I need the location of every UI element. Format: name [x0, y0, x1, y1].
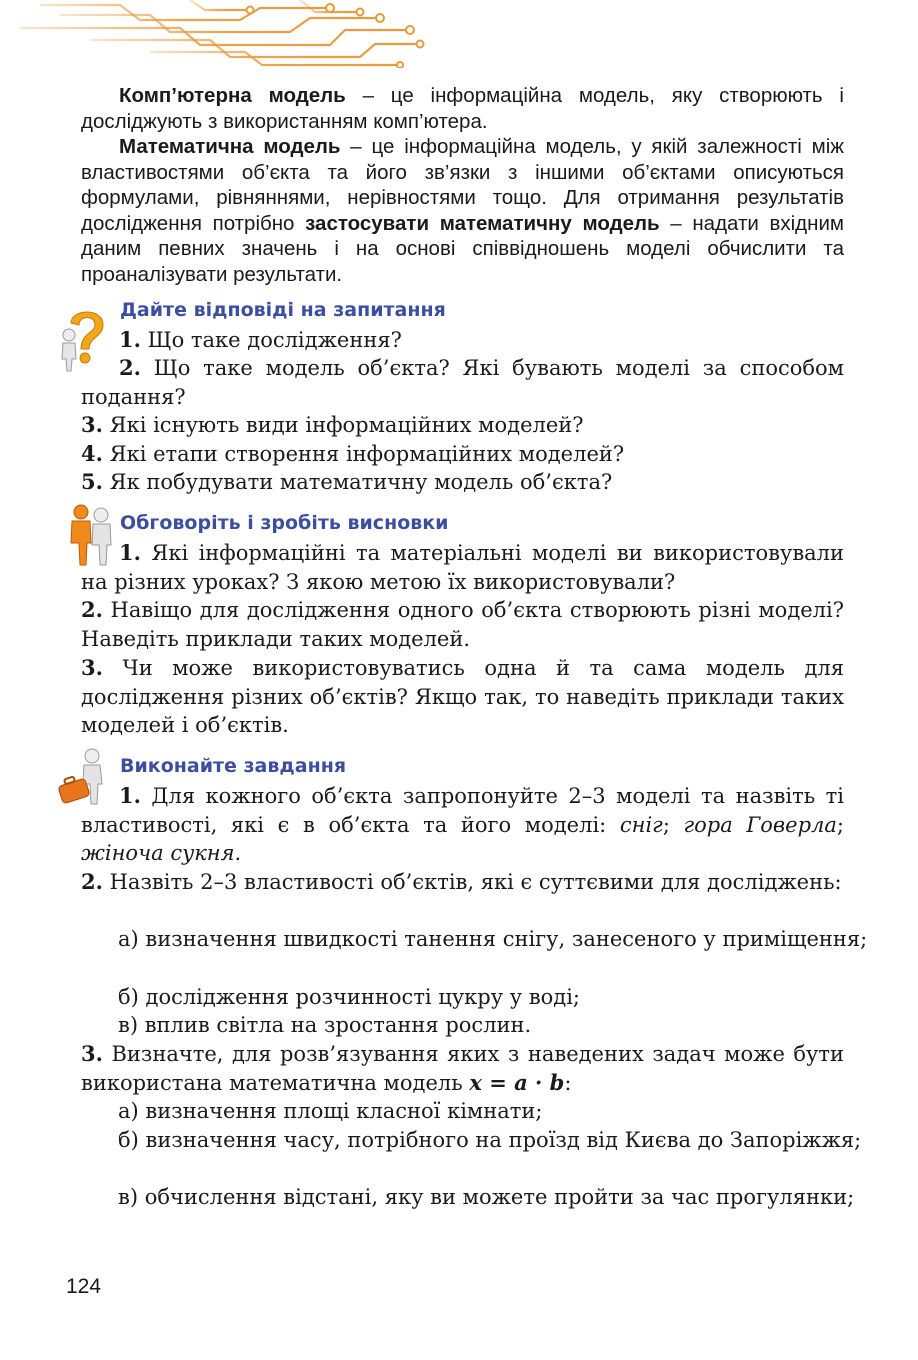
section-title-questions: Дайте відповіді на запитання	[120, 299, 446, 321]
circuit-decoration	[0, 0, 425, 68]
term-computer-model: Комп’ютерна модель	[119, 84, 346, 107]
formula: x = a · b	[469, 1069, 565, 1095]
discussion-item: 3. Чи може використовуватись одна й та сама модель для дослідження різних об’єктів? Якщо так, то наведіть приклади таких моделей і об’єктів.	[81, 655, 844, 738]
definition-text: – це інформаційна модель, у якій залежності між властивостями об’єкта та його зв’язки з іншими об’єктами описуються формулами, рівняннями, нерівностями тощо. Для отримання результатів дослідження потрібно	[81, 135, 845, 235]
page-number: 124	[66, 1275, 102, 1298]
definition-math-model	[81, 134, 844, 288]
task-subitem: а) визначення швидкості танення снігу, занесеного у приміщення;	[118, 927, 868, 951]
question-item: 2. Що таке модель об’єкта? Які бувають моделі за способом подання?	[81, 355, 844, 409]
question-item: 4. Які етапи створення інформаційних моделей?	[81, 441, 625, 466]
task-subitem: б) визначення часу, потрібного на проїзд від Києва до Запоріжжя;	[118, 1128, 862, 1152]
task-subitem: в) вплив світла на зростання рослин.	[118, 1013, 532, 1037]
definition-text: – надати вхідним даним певних значень і на основі співвідношень моделі обчислити та проаналізувати результати.	[81, 211, 844, 286]
section-title-tasks: Виконайте завдання	[120, 755, 347, 777]
task-item: 2. Назвіть 2–3 властивості об’єктів, які є суттєвими для досліджень:	[81, 869, 842, 894]
question-item: 3. Які існують види інформаційних моделей?	[81, 412, 584, 437]
section-title-discuss: Обговоріть і зробіть висновки	[120, 512, 449, 534]
term-math-model: Математична модель	[119, 135, 341, 158]
definition-text: – це інформаційна модель, яку створюють і досліджують з використанням комп’ютера.	[81, 84, 844, 133]
task-item: 1. Для кожного об’єкта запропонуйте 2–3 моделі та назвіть ті властивості, які є в об’єкта та його моделі: сніг; гора Говерла; жіноча сукня.	[81, 783, 844, 866]
discussion-item: 1. Які інформаційні та матеріальні моделі ви використовували на різних уроках? З якою метою їх використовували?	[81, 540, 844, 594]
task-item: 3. Визначте, для розв’язування яких з наведених задач може бути використана математична модель x = a · b:	[81, 1041, 844, 1095]
discussion-item: 2. Навіщо для дослідження одного об’єкта створюють різні моделі? Наведіть приклади таких моделей.	[81, 597, 844, 651]
task-subitem: в) обчислення відстані, яку ви можете пройти за час прогулянки;	[118, 1185, 855, 1209]
task-subitem: б) дослідження розчинності цукру у воді;	[118, 985, 580, 1009]
term-apply-model: застосувати математичну модель	[305, 211, 660, 235]
question-item: 5. Як побудувати математичну модель об’єкта?	[81, 469, 613, 494]
definition-computer-model	[81, 83, 844, 134]
question-item: 1. Що таке дослідження?	[119, 327, 402, 352]
task-subitem: а) визначення площі класної кімнати;	[118, 1099, 543, 1123]
